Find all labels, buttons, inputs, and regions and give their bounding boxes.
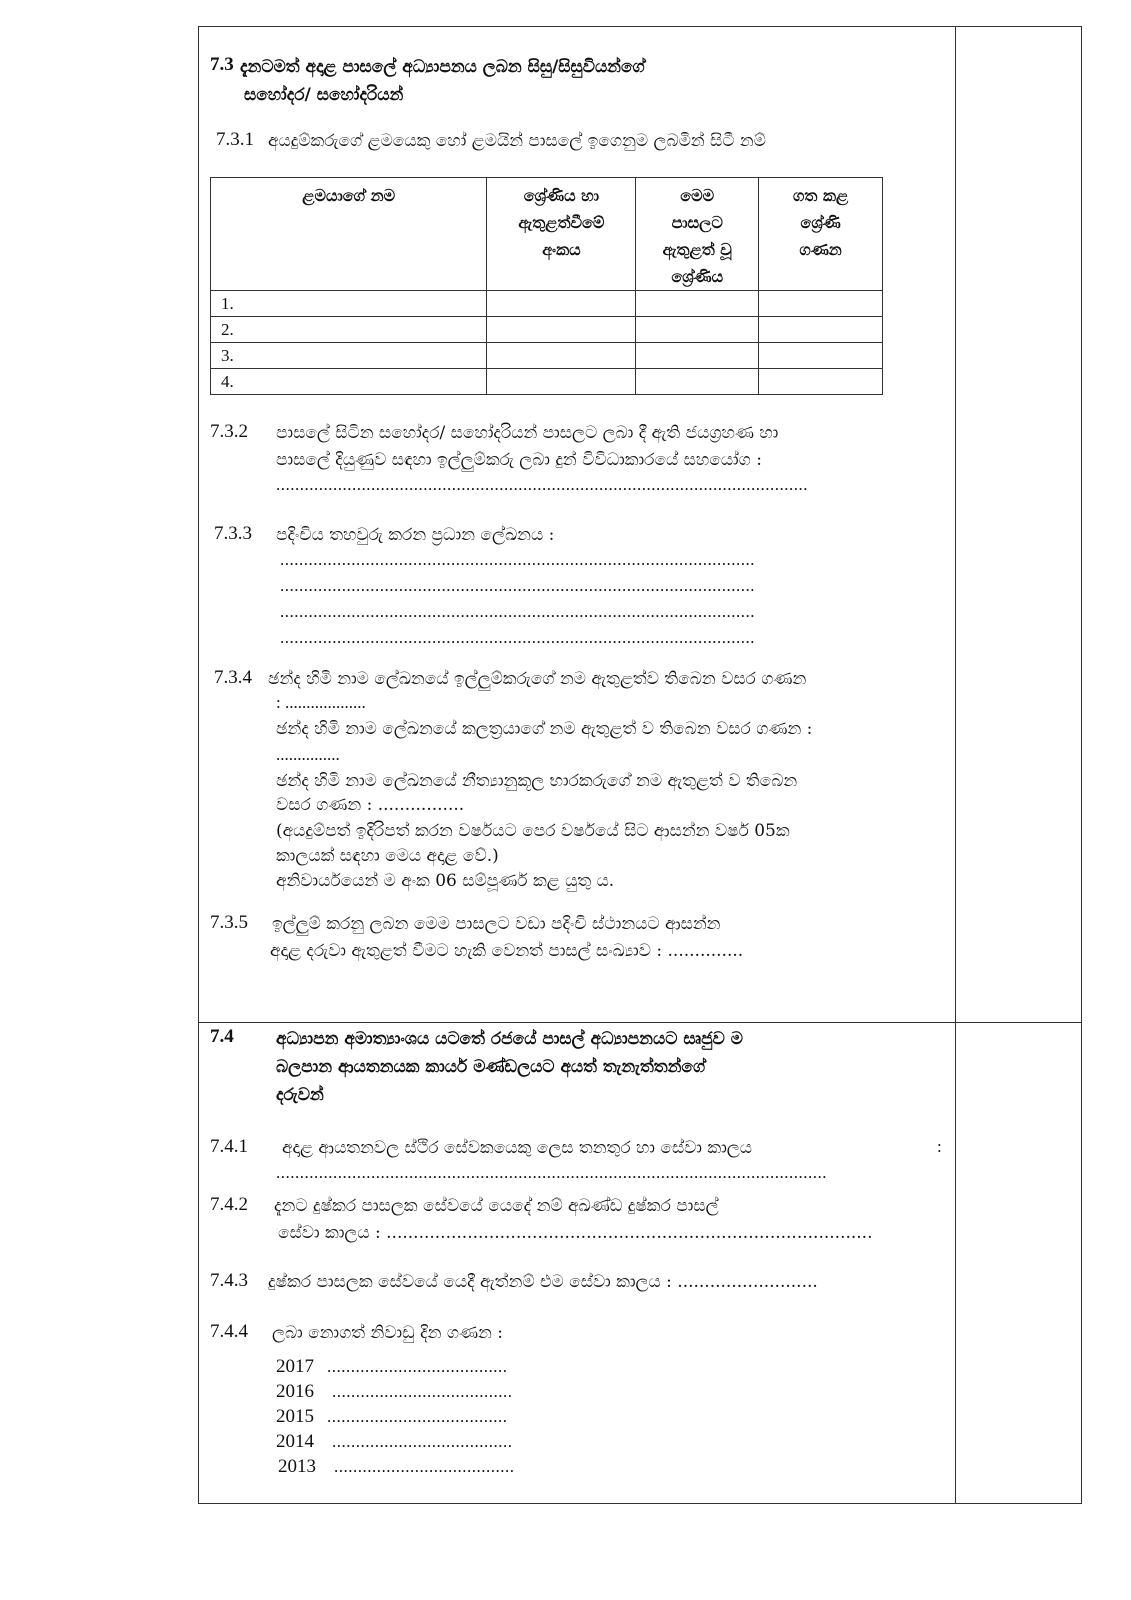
q735-line1: ඉල්ලුම් කරනු ලබන මෙම පාසලට වඩා පදිංචි ස්ථානයට ආසන්න — [272, 914, 721, 934]
table-cell[interactable] — [636, 317, 759, 343]
table-row — [211, 343, 883, 369]
q733-answer-line[interactable]: .................................................................................................... — [280, 628, 755, 647]
year-label: 2014 — [276, 1431, 314, 1452]
children-table — [210, 177, 883, 395]
table-header-row — [211, 178, 883, 291]
year-answer-line[interactable]: ...................................... — [332, 1432, 513, 1451]
q743-number: 7.4.3 — [210, 1270, 248, 1291]
q744-number: 7.4.4 — [210, 1321, 248, 1342]
q734-line3: ඡන්ද හිමි නාම ලේඛනයේ කලත්‍රයාගේ නම ඇතුළත් ව තිබෙන වසර ගණන : — [276, 719, 813, 739]
q733-answer-line[interactable]: .................................................................................................... — [280, 550, 755, 569]
row-number: 4. — [211, 369, 487, 395]
table-cell[interactable] — [636, 291, 759, 317]
q742-line1: දැනට දුෂ්කර පාසලක සේවයේ යෙදේ නම් අඛණ්ඩ දුෂ්කර පාසල් — [274, 1196, 719, 1216]
q733-answer-line[interactable]: .................................................................................................... — [280, 602, 755, 621]
q732-line2: පාසලේ දියුණුව සඳහා ඉල්ලුම්කරු ලබා දුන් විවිධාකාරයේ සහයෝග : — [276, 450, 762, 470]
row-number: 1. — [211, 291, 487, 317]
q732-answer-line[interactable]: ................................................................................................................ — [276, 475, 808, 494]
year-label: 2015 — [276, 1406, 314, 1427]
year-answer-line[interactable]: ...................................... — [327, 1357, 508, 1376]
section-7-4-number: 7.4 — [210, 1026, 234, 1047]
year-label: 2016 — [276, 1381, 314, 1402]
q734-line8: කාලයක් සඳහා මෙය අදාළ වේ.) — [276, 846, 499, 866]
year-answer-line[interactable]: ...................................... — [327, 1407, 508, 1426]
q744-text: ලබා නොගත් නිවාඩු දින ගණන : — [272, 1323, 504, 1343]
q743-text: දුෂ්කර පාසලක සේවයේ යෙදී ඇත්නම් එම සේවා කාලය : .......................... — [268, 1272, 818, 1292]
q731-number: 7.3.1 — [216, 129, 254, 150]
q734-line5: ඡන්ද හිමි නාම ලේඛනයේ නීත්‍යානුකූල භාරකරුගේ නම ඇතුළත් ව තිබෙන — [276, 771, 798, 791]
q741-answer-line[interactable]: .................................................................................................................... — [276, 1163, 827, 1182]
table-cell[interactable] — [759, 369, 883, 395]
section-7-4-title-line3: දරුවන් — [276, 1085, 324, 1105]
q734-line9: අනිවාර්යයෙන් ම අංක 06 සම්පූර්ණ කළ යුතු ය. — [276, 871, 615, 891]
table-cell[interactable] — [487, 343, 636, 369]
q734-line1: ඡන්ද හිමි නාම ලේඛනයේ ඉල්ලුම්කරුගේ නම ඇතුළත්ව තිබෙන වසර ගණන — [268, 669, 807, 689]
q735-line2: අදාළ දරුවා ඇතුළත් වීමට හැකි වෙනත් පාසල් සංඛ්‍යාව : .............. — [270, 941, 744, 961]
col-grades-spent: ගත කළ ශ්‍රේණි ගණන — [759, 178, 883, 291]
table-row — [211, 369, 883, 395]
q741-text: අදාළ ආයතනවල ස්ථිර සේවකයෙකු ලෙස තනතුර හා සේවා කාලය — [282, 1138, 752, 1158]
q733-answer-line[interactable]: .................................................................................................... — [280, 576, 755, 595]
table-cell[interactable] — [636, 343, 759, 369]
year-answer-line[interactable]: ...................................... — [334, 1457, 515, 1476]
q734-number: 7.3.4 — [214, 667, 252, 688]
q741-colon: : — [937, 1137, 942, 1156]
q742-number: 7.4.2 — [210, 1194, 248, 1215]
row-number: 2. — [211, 317, 487, 343]
q734-line6: වසර ගණන : ................ — [276, 795, 465, 815]
section-7-4-title-line1: අධ්‍යාපන අමාත්‍යාංශය යටතේ රජයේ පාසල් අධ්‍යාපනයට සෘජුව ම — [276, 1029, 744, 1049]
row-number: 3. — [211, 343, 487, 369]
table-cell[interactable] — [487, 369, 636, 395]
table-cell[interactable] — [487, 317, 636, 343]
q732-line1: පාසලේ සිටින සහෝදර/ සහෝදරියන් පාසලට ලබා දී ඇති ජයග්‍රහණ හා — [276, 423, 779, 443]
section-7-3-number: 7.3 — [210, 54, 234, 75]
col-admitted-grade: මෙම පාසලට ඇතුළත් වූ ශ්‍රේණිය — [636, 178, 759, 291]
year-label: 2013 — [278, 1456, 316, 1477]
q742-line2: සේවා කාලය : .......................................................................................... — [278, 1223, 873, 1243]
q732-number: 7.3.2 — [210, 421, 248, 442]
q733-text: පදිංචිය තහවුරු කරන ප්‍රධාන ලේඛනය : — [276, 525, 555, 545]
col-child-name: ළමයාගේ නම — [211, 178, 487, 291]
q734-line4[interactable]: ............... — [276, 745, 340, 764]
table-row — [211, 317, 883, 343]
year-answer-line[interactable]: ...................................... — [332, 1382, 513, 1401]
table-cell[interactable] — [636, 369, 759, 395]
section-7-3-title-line1: දැනටමත් අදාළ පාසලේ අධ්‍යාපනය ලබන සිසු/සිසුවියන්ගේ — [240, 57, 645, 77]
table-cell[interactable] — [759, 317, 883, 343]
q734-line2[interactable]: : ................... — [276, 693, 366, 712]
col-grade-admission: ශ්‍රේණිය හා ඇතුළත්වීමේ අංකය — [487, 178, 636, 291]
table-row — [211, 291, 883, 317]
section-divider — [198, 1022, 1082, 1023]
q741-number: 7.4.1 — [210, 1136, 248, 1157]
table-cell[interactable] — [759, 343, 883, 369]
table-cell[interactable] — [487, 291, 636, 317]
q731-text: අයදුම්කරුගේ ළමයෙකු හෝ ළමයින් පාසලේ ඉගෙනුම ලබමින් සිටී නම් — [268, 131, 766, 151]
column-divider — [955, 26, 956, 1504]
table-cell[interactable] — [759, 291, 883, 317]
section-7-4-title-line2: බලපාන ආයතනයක කාර්ය මණ්ඩලයට අයත් තැනැත්තන්ගේ — [276, 1057, 706, 1077]
year-label: 2017 — [276, 1356, 314, 1377]
q734-line7: (අයදුම්පත් ඉදිරිපත් කරන වර්ෂයට පෙර වර්ෂයේ සිට ආසන්න වර්ෂ 05ක — [276, 821, 790, 841]
q735-number: 7.3.5 — [210, 912, 248, 933]
q733-number: 7.3.3 — [214, 523, 252, 544]
section-7-3-title-line2: සහෝදර/ සහෝදරියන් — [244, 85, 404, 105]
